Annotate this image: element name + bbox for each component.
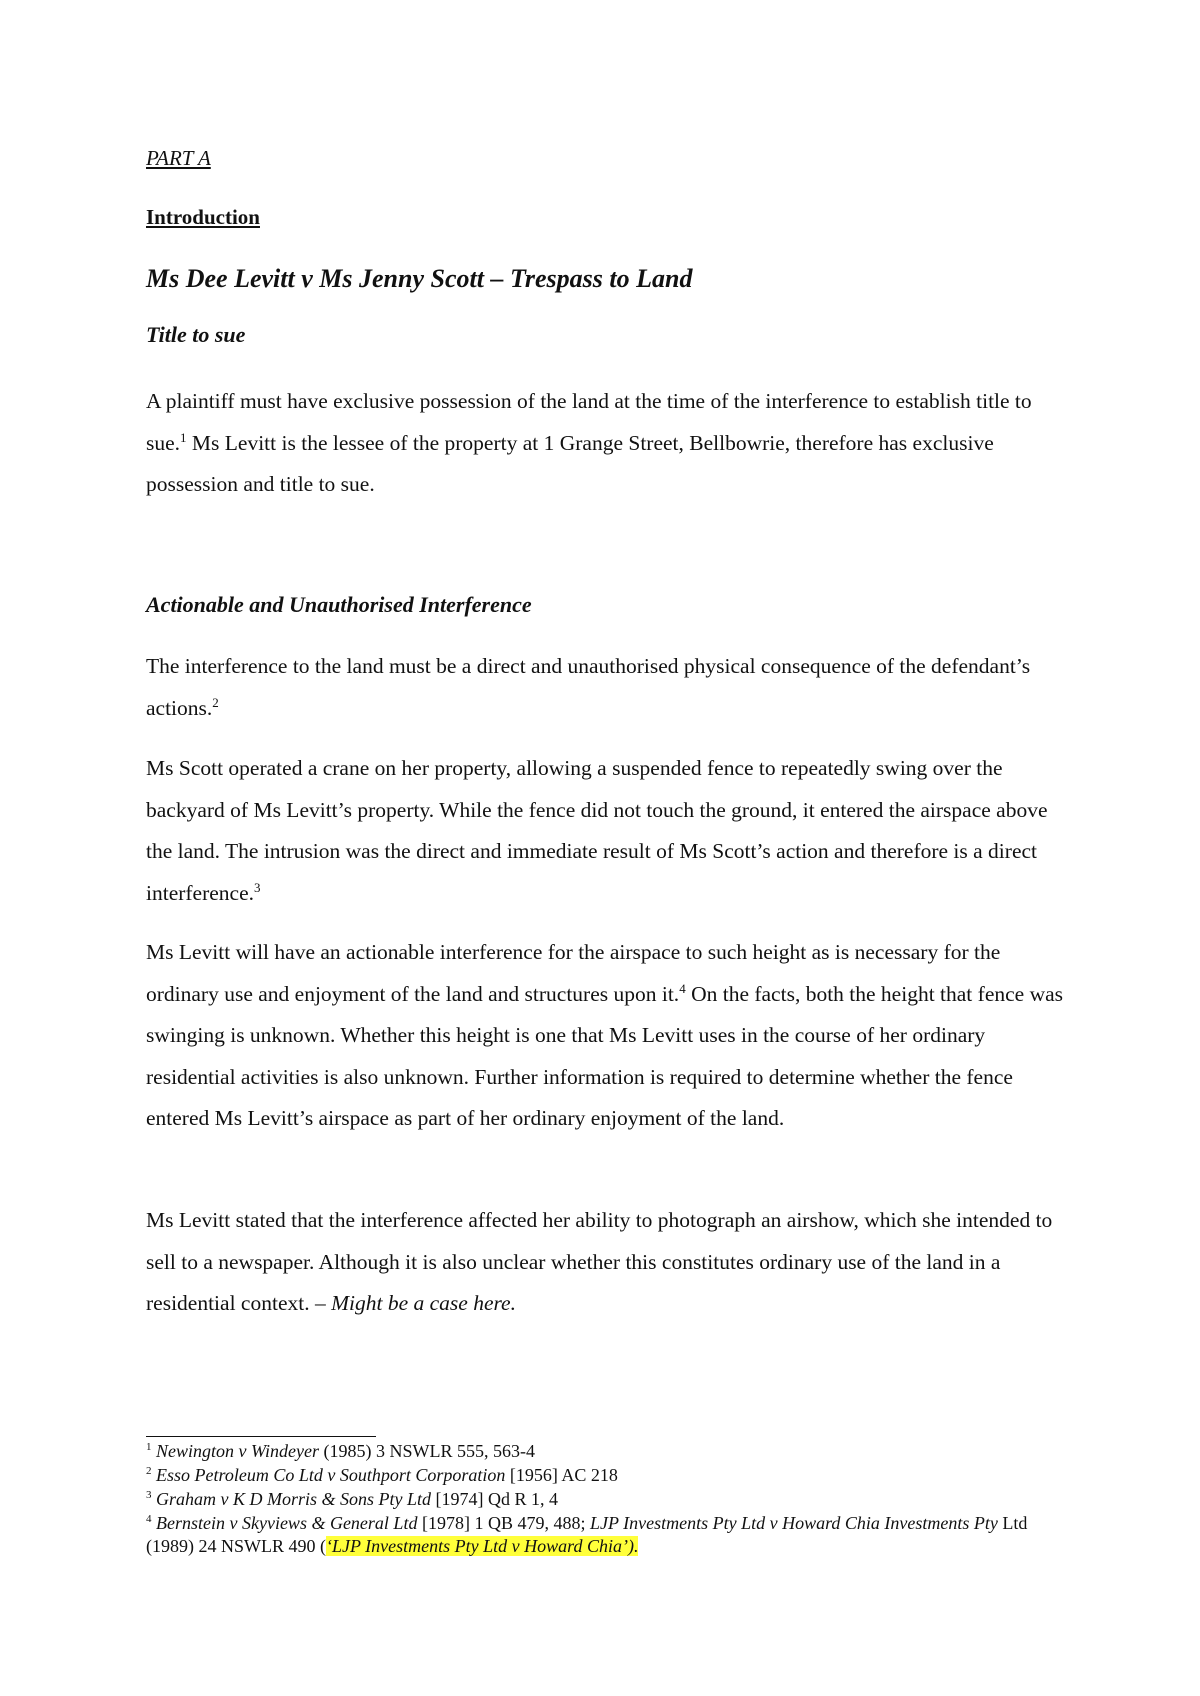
paragraph-text: Ms Levitt is the lessee of the property at 1 Grange Street, Bellbowrie, therefore has exclusive possession and title to sue. (146, 430, 994, 496)
footnote-3 (146, 1488, 1066, 1511)
paragraph-text: Ms Levitt stated that the interference affected her ability to photograph an airshow, which she intended to sell to a newspaper. Although it is also unclear whether this constitutes ordinary use of the land in a residential context. – (146, 1208, 1053, 1315)
footnote-number: 4 (146, 1513, 152, 1525)
case-name: LJP Investments Pty Ltd v Howard Chia Investments Pty (589, 1513, 998, 1533)
paragraph-text: Ms Scott operated a crane on her property, allowing a suspended fence to repeatedly swing over the backyard of Ms Levitt’s property. While the fence did not touch the ground, it entered the airspace above the land. The intrusion was the direct and immediate result of Ms Scott’s action and therefore is a direct interference. (146, 756, 1048, 905)
case-name: Graham v K D Morris & Sons Pty Ltd (156, 1489, 432, 1509)
paragraph-text: A plaintiff must have exclusive possession of the land at the time of the interference to establish title to sue. (146, 389, 1032, 455)
interference-paragraph-2 (146, 748, 1066, 914)
footnote-number: 2 (146, 1465, 152, 1477)
case-name: Esso Petroleum Co Ltd v Southport Corporation (156, 1465, 506, 1485)
interference-paragraph-3 (146, 932, 1066, 1140)
paragraph-text: On the facts, both the height that fence was swinging is unknown. Whether this height is one that Ms Levitt uses in the course of her ordinary residential activities is also unknown. Further information is required to determine whether the fence entered Ms Levitt’s airspace as part of her ordinary enjoyment of the land. (146, 981, 1064, 1130)
citation: (1985) 3 NSWLR 555, 563-4 (318, 1441, 535, 1461)
case-name: Newington v Windeyer (156, 1441, 319, 1461)
part-label: PART A (146, 146, 211, 170)
case-name: Bernstein v Skyviews & General Ltd (156, 1513, 418, 1533)
italic-note: Might be a case here. (331, 1291, 516, 1315)
intro-heading: Introduction (146, 205, 260, 229)
citation: [1956] AC 218 (505, 1465, 618, 1485)
citation: Ltd (1989) 24 NSWLR 490 ( (146, 1513, 1028, 1556)
footnote-ref: 4 (679, 980, 686, 996)
footnote-ref: 3 (254, 879, 261, 895)
case-title: Ms Dee Levitt v Ms Jenny Scott – Trespass to Land (146, 264, 693, 293)
footnote-ref: 2 (212, 694, 219, 710)
highlighted-short-title: ‘LJP Investments Pty Ltd v Howard Chia’). (325, 1536, 639, 1556)
interference-paragraph-1 (146, 646, 1066, 729)
footnote-separator (146, 1436, 376, 1437)
paragraph-text: The interference to the land must be a direct and unauthorised physical consequence of the defendant’s actions. (146, 654, 1031, 720)
paragraph-text: Ms Levitt will have an actionable interference for the airspace to such height as is necessary for the ordinary use and enjoyment of the land and structures upon it. (146, 940, 1001, 1006)
citation: [1978] 1 QB 479, 488; (417, 1513, 590, 1533)
interference-heading: Actionable and Unauthorised Interference (146, 592, 532, 617)
footnote-ref: 1 (180, 429, 187, 445)
footnote-2 (146, 1464, 1066, 1487)
footnote-number: 3 (146, 1489, 152, 1501)
footnote-1 (146, 1440, 1066, 1463)
footnote-4 (146, 1512, 1066, 1558)
interference-paragraph-4 (146, 1200, 1066, 1325)
title-to-sue-heading: Title to sue (146, 322, 246, 347)
footnote-number: 1 (146, 1441, 152, 1453)
title-to-sue-paragraph (146, 381, 1066, 506)
citation: [1974] Qd R 1, 4 (431, 1489, 559, 1509)
